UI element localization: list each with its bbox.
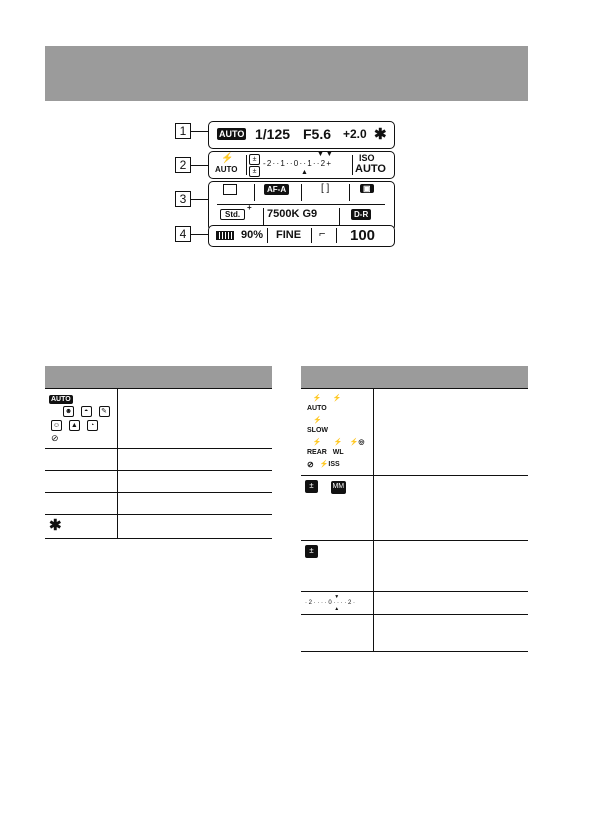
sunset-icon: ◔ [87,419,98,431]
flash-off-icon: ⊘ [307,460,314,469]
flash-comp-icon: ± [249,166,260,177]
style-plus-mark: + [247,203,252,212]
lcd-row-2 [208,151,395,179]
header-cell [301,366,373,389]
description-cell [117,389,272,449]
scale-marker-bottom: ▲ [334,606,340,612]
white-balance-value: 7500K G9 [267,208,318,220]
label-box-4: 4 [175,226,191,242]
ae-lock-icon: ✱ [374,126,387,143]
header-cell [45,366,117,389]
scale-marker-bottom: ▲ [301,169,308,176]
table-row [301,615,528,652]
description-cell [117,471,272,493]
aperture-value: F5.6 [303,126,332,142]
table-row [301,592,528,615]
iso-label: ISO [359,153,375,163]
night-portrait-icon: ☺ [52,422,61,429]
af-area-icon: [ ] [321,183,330,194]
metering-icon: ▣ [360,184,374,193]
scale-marker-top: ▼ ▼ [317,151,333,158]
aspect-ratio-icon: ⌐ [319,228,326,240]
icon-cell [45,471,117,493]
lcd-diagram [175,121,395,249]
lcd-row-3 [208,181,395,231]
auto-mode-badge: AUTO [219,129,245,139]
table-row [45,389,272,449]
left-table [45,366,272,539]
shutter-speed: 1/125 [255,126,291,142]
icon-cell [301,389,373,476]
table-header [45,366,272,389]
header-cell [373,366,528,389]
flash-mode-label: AUTO [215,165,238,174]
table-row [45,493,272,515]
image-quality: FINE [276,229,302,241]
divider [339,208,340,225]
af-mode-badge: AF-A [264,184,289,195]
creative-style-badge: Std. [220,209,245,220]
divider [311,228,312,243]
no-flash-icon: ⊘ [51,433,59,443]
shots-remaining: 100 [350,227,376,244]
exposure-comp-icon: ± [249,154,260,165]
dro-badge: D-R [351,209,371,220]
description-cell [373,592,528,615]
label-box-2: 2 [175,157,191,173]
battery-icon [216,231,234,240]
divider [246,155,247,175]
description-cell [373,541,528,592]
macro-icon: ✎ [99,405,110,417]
table-row [301,476,528,541]
divider [254,184,255,201]
scale-marker-top: ▼ [334,594,340,600]
divider [301,184,302,201]
sports-icon: ◓ [81,405,92,417]
label-box-1: 1 [175,123,191,139]
rear-sync-icon: ⚡ REAR [307,439,327,456]
ae-lock-icon: ✱ [45,515,117,539]
table-row [45,449,272,471]
red-eye-icon: ⚡◎ [349,439,365,446]
description-cell [373,476,528,541]
landscape-icon: ▲ [69,419,80,431]
leader-line [190,199,208,200]
portrait-icon: ☻ [64,408,73,415]
flash-on-icon: ⚡ [332,395,342,402]
lcd-row-1 [208,121,395,149]
divider [217,204,385,205]
lcd-row-4 [208,225,395,247]
flash-comp-icon: ± [305,545,318,558]
divider [349,184,350,201]
drive-mode-icon [223,184,237,195]
label-box-3: 3 [175,191,191,207]
description-cell [117,515,272,539]
auto-mode-icon: AUTO [51,396,71,403]
exposure-comp-icon: ± [305,480,318,493]
icon-cell [45,389,117,449]
exposure-scale-icon: · 2 · · · · 0 · · · · 2 · [305,600,355,606]
table-header [301,366,528,389]
table-row [45,515,272,539]
table-row [45,471,272,493]
description-cell [373,389,528,476]
exposure-scale: - 2 · · 1 · · 0 · · 1 · · 2 + [263,159,331,168]
leader-line [190,165,208,166]
manual-metering-icon: MM [331,481,346,494]
divider [267,228,268,243]
right-table [301,366,528,652]
description-cell [373,615,528,652]
divider [263,208,264,225]
header-band [45,46,528,101]
icon-cell [301,476,373,541]
iso-value: AUTO [355,163,386,175]
icon-cell [301,615,373,652]
exposure-comp-value: +2.0 [343,127,367,141]
divider [336,228,337,243]
table-row [301,541,528,592]
table-row [301,389,528,476]
slow-sync-icon: ⚡ SLOW [307,417,328,434]
description-cell [117,449,272,471]
icon-cell [301,592,373,615]
description-cell [117,493,272,515]
leader-line [190,234,208,235]
wireless-flash-icon: ⚡ WL [332,439,344,456]
icon-cell [45,493,117,515]
divider [352,155,353,175]
icon-cell [45,449,117,471]
hss-icon: ⚡ISS [319,461,340,468]
header-cell [117,366,272,389]
battery-percentage: 90% [241,229,264,241]
leader-line [190,131,208,132]
flash-icon: ⚡ [221,153,234,164]
flash-auto-icon: ⚡ AUTO [307,395,327,412]
icon-cell [301,541,373,592]
